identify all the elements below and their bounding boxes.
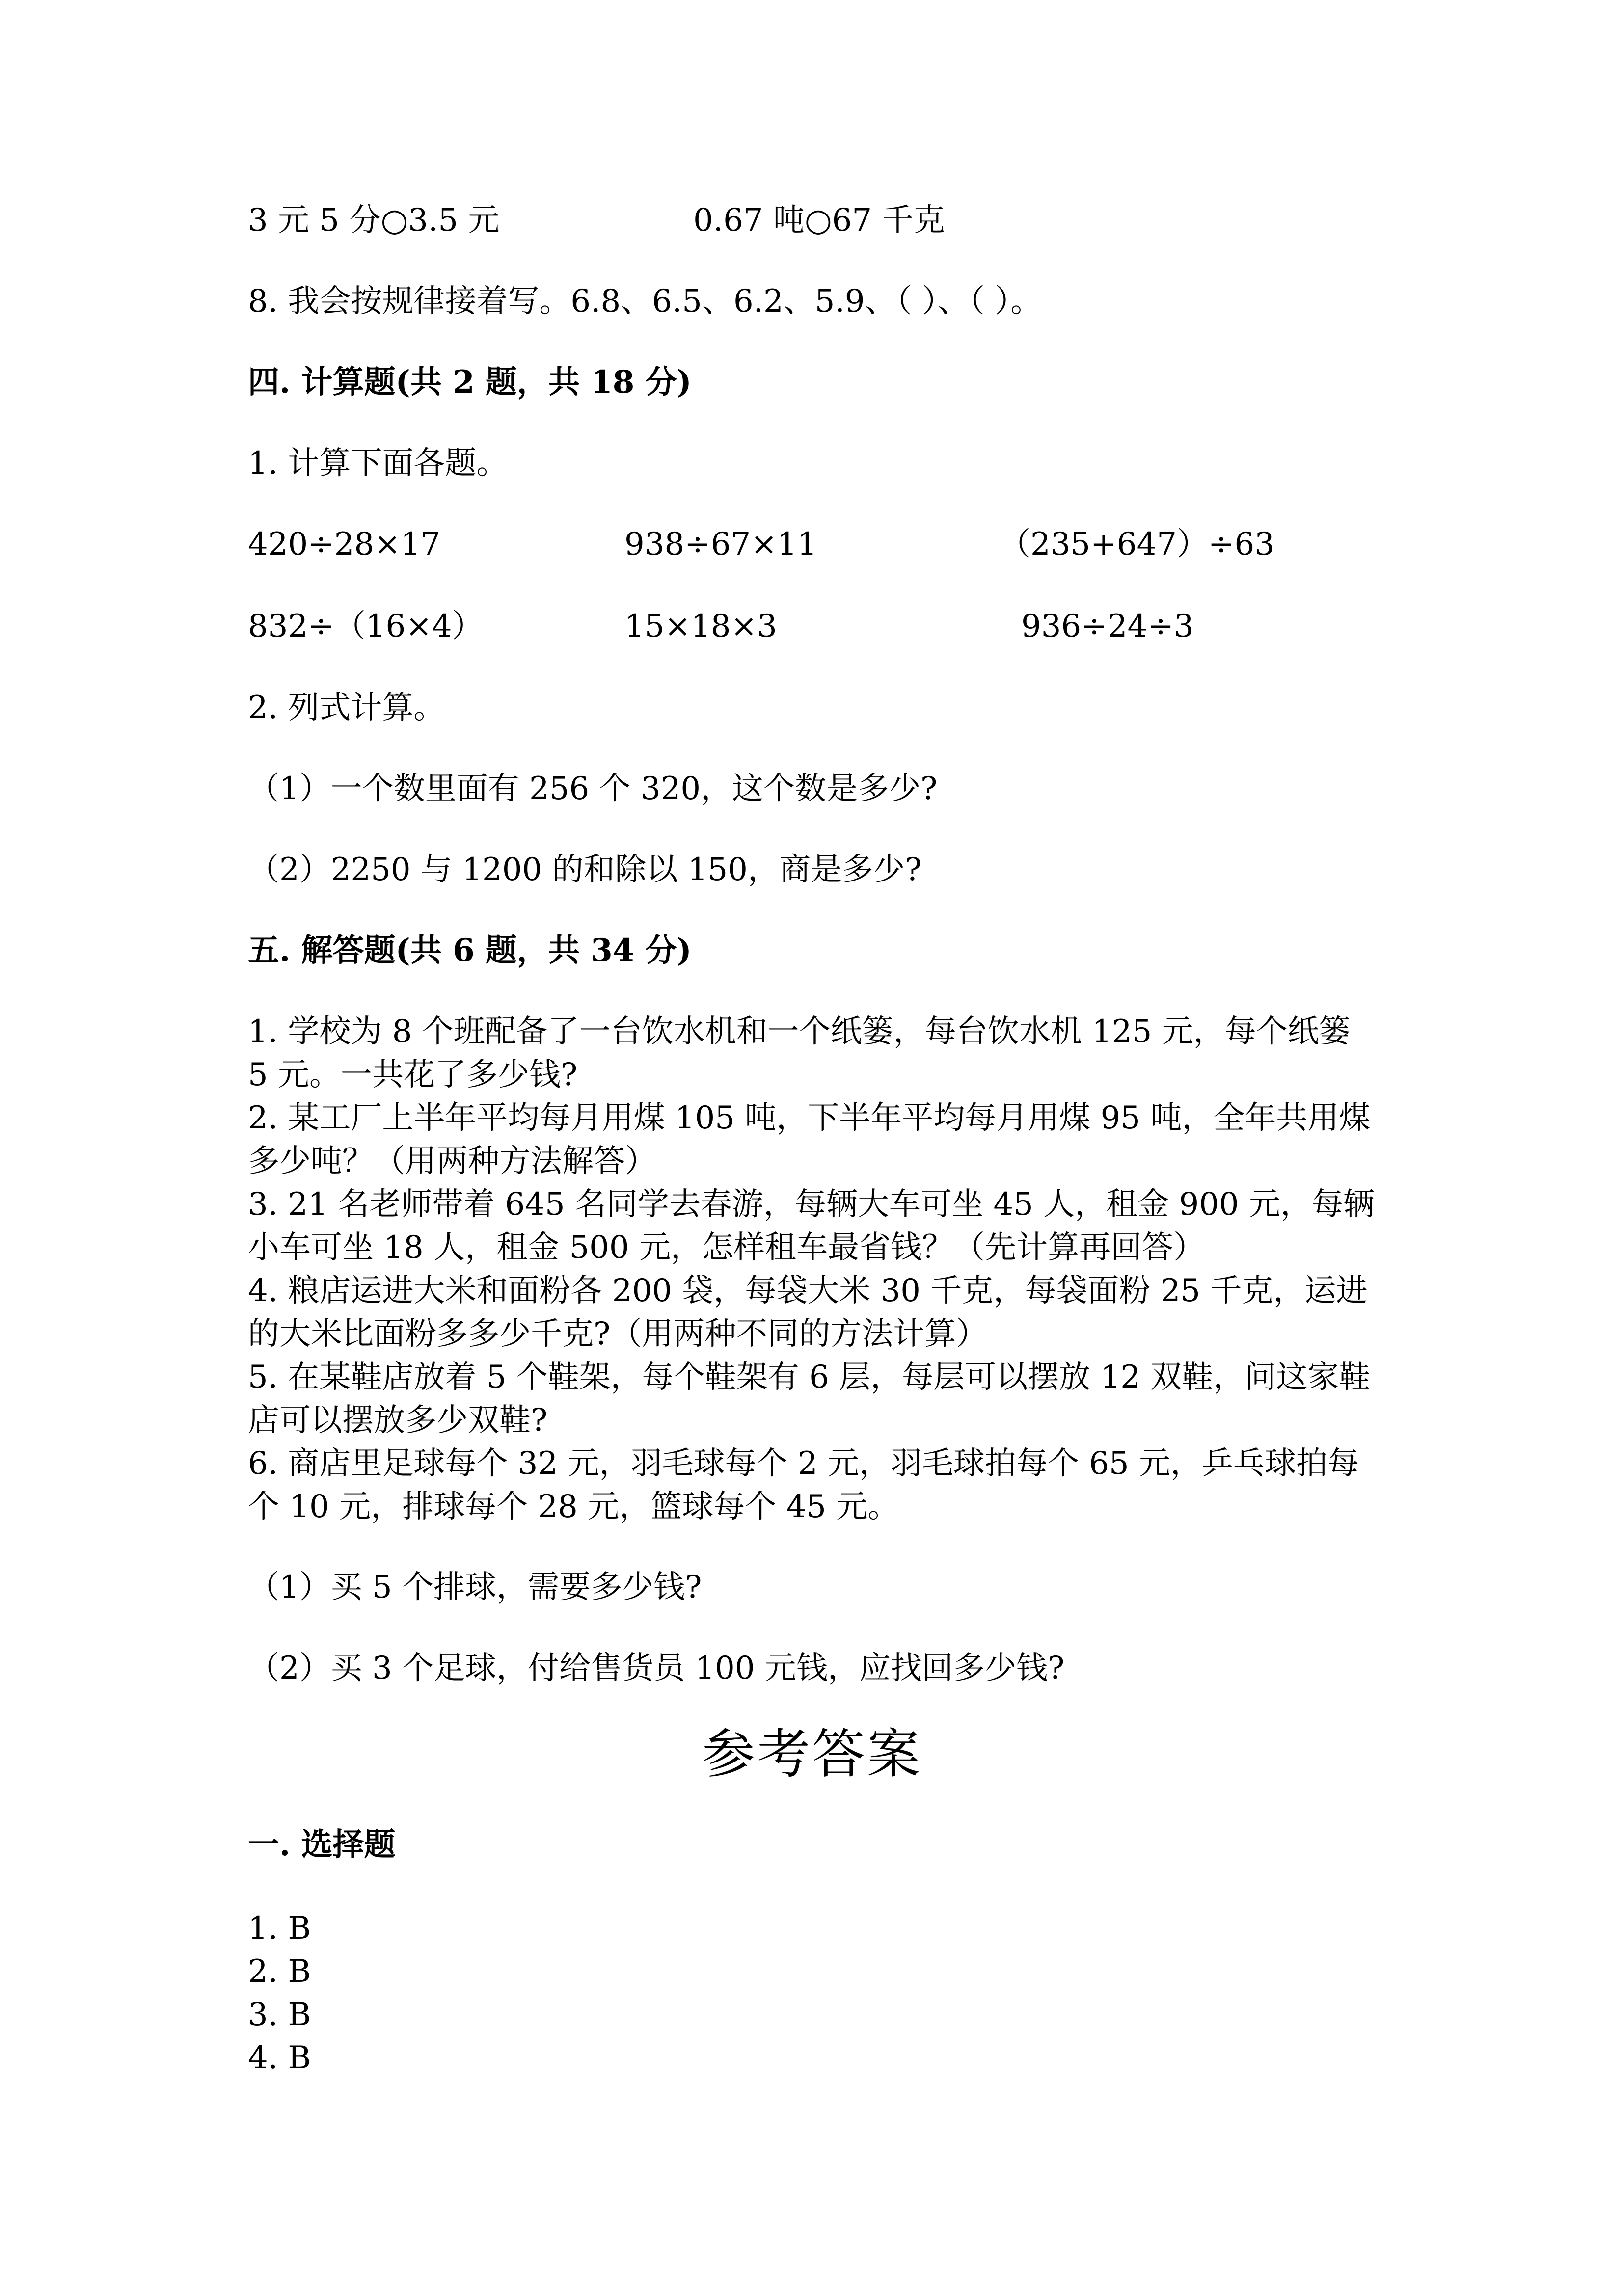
section-5-line: 的大米比面粉多多少千克?（用两种不同的方法计算）	[248, 1316, 988, 1352]
answer-item: 1. B	[248, 1910, 311, 1947]
section-4-q2-2: （2）2250 与 1200 的和除以 150，商是多少?	[248, 852, 922, 888]
section-5-line: 5. 在某鞋店放着 5 个鞋架，每个鞋架有 6 层，每层可以摆放 12 双鞋，问这家鞋	[248, 1359, 1371, 1395]
answer-item: 4. B	[248, 2040, 311, 2076]
question-8: 8. 我会按规律接着写。6.8、6.5、6.2、5.9、（ ）、（ ）。	[248, 283, 1042, 320]
section-5-line: 3. 21 名老师带着 645 名同学去春游，每辆大车可坐 45 人，租金 900 元，每辆	[248, 1186, 1375, 1223]
section-5-q6-1: （1）买 5 个排球，需要多少钱?	[248, 1569, 702, 1605]
answer-item: 2. B	[248, 1953, 311, 1990]
section-5-line: 小车可坐 18 人，租金 500 元，怎样租车最省钱？（先计算再回答）	[248, 1229, 1205, 1266]
section-4-q2-1: （1）一个数里面有 256 个 320，这个数是多少?	[248, 771, 938, 807]
section-5-line: 1. 学校为 8 个班配备了一台饮水机和一个纸篓，每台饮水机 125 元，每个纸篓	[248, 1014, 1351, 1050]
section-5-line: 2. 某工厂上半年平均每月用煤 105 吨，下半年平均每月用煤 95 吨，全年共用煤	[248, 1100, 1371, 1136]
section-5-line: 5 元。一共花了多少钱?	[248, 1057, 578, 1093]
calc-2-2: 15×18×3	[624, 608, 777, 644]
answers-title: 参考答案	[702, 1724, 922, 1785]
section-5-line: 个 10 元，排球每个 28 元，篮球每个 45 元。	[248, 1489, 899, 1525]
section-5-line: 4. 粮店运进大米和面粉各 200 袋，每袋大米 30 千克，每袋面粉 25 千克，运进	[248, 1273, 1368, 1309]
section-4-q2-label: 2. 列式计算。	[248, 690, 445, 726]
section-4-q1-label: 1. 计算下面各题。	[248, 445, 508, 481]
compare-left: 3 元 5 分○3.5 元	[248, 202, 500, 239]
answers-section-1-heading: 一. 选择题	[248, 1826, 396, 1863]
calc-2-3: 936÷24÷3	[1021, 608, 1194, 644]
calc-1-3: （235+647）÷63	[999, 526, 1274, 562]
calc-2-1: 832÷（16×4）	[248, 608, 484, 644]
section-4-heading: 四. 计算题(共 2 题，共 18 分)	[248, 364, 692, 400]
answer-item: 3. B	[248, 1997, 311, 2033]
compare-right: 0.67 吨○67 千克	[693, 202, 945, 239]
calc-1-1: 420÷28×17	[248, 526, 441, 562]
section-5-q6-2: （2）买 3 个足球，付给售货员 100 元钱，应找回多少钱?	[248, 1650, 1065, 1686]
calc-1-2: 938÷67×11	[624, 526, 817, 562]
section-5-heading: 五. 解答题(共 6 题，共 34 分)	[248, 932, 692, 969]
section-5-line: 多少吨？（用两种方法解答）	[248, 1143, 656, 1179]
section-5-line: 6. 商店里足球每个 32 元，羽毛球每个 2 元，羽毛球拍每个 65 元，乒乓球拍每	[248, 1445, 1359, 1482]
section-5-line: 店可以摆放多少双鞋?	[248, 1402, 548, 1439]
